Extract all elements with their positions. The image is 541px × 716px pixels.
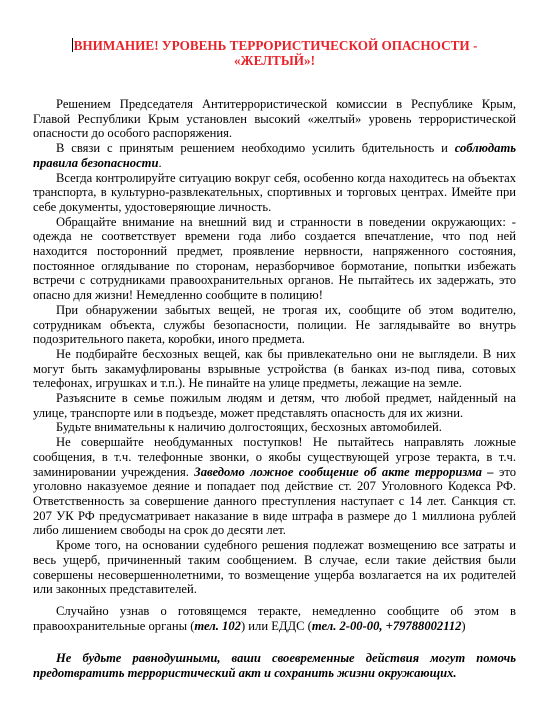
title-line-2: «ЖЕЛТЫЙ»! xyxy=(233,53,316,68)
paragraph-forgotten-items: При обнаружении забытых вещей, не трогая их, сообщите об этом водителю, сотрудникам объекта, службы безопасности, полиции. Не заглядывайте во внутрь подозрительного пакета, коробки, иного предмета. xyxy=(33,302,516,347)
paragraph-control-situation: Всегда контролируйте ситуацию вокруг себя, особенно когда находитесь на объектах транспорта, в культурно-развлекательных, спортивных и торговых центрах. Имейте при себе документы, удостоверяющие личность. xyxy=(33,170,516,214)
paragraph-vigilance: В связи с принятым решением необходимо усилить бдительность и соблюдать правила безопасности. xyxy=(33,141,516,170)
phone-police: тел. 102 xyxy=(194,618,241,633)
paragraph-final-appeal: Не будьте равнодушными, ваши своевременные действия могут помочь предотвратить террористический акт и сохранить жизни окружающих. xyxy=(33,651,516,681)
phone-edds: тел. 2-00-00, +79788002112 xyxy=(311,618,462,633)
emphasis-safety-rules: соблюдать правила безопасности xyxy=(33,141,516,170)
paragraph-explain-family: Разъясните в семье пожилым людям и детям, что любой предмет, найденный на улице, транспорте или в подъезде, может представлять опасность для их жизни. xyxy=(33,391,516,420)
text-cursor xyxy=(72,38,73,52)
paragraph-suspicious-behavior: Обращайте внимание на внешний вид и странности в поведении окружающих: - одежда не соответствует времени года либо создается впечатление, что под ней находится посторонний предмет, проявление нервности, напряженного состояния, постоянное оглядывание по сторонам, неразборчивое бормотание, попытки избежать встречи с сотрудниками правоохранительных органов. Не пытайтесь их задержать, это опасно для жизни! Немедленно сообщите в полицию! xyxy=(33,214,516,303)
page-title xyxy=(33,38,516,68)
paragraph-ownerless-items: Не подбирайте бесхозных вещей, как бы привлекательно они не выглядели. В них могут быть закамуфлированы взрывные устройства (в банках из-под пива, сотовых телефонах, игрушках и т.п.). Не пинайте на улице предметы, лежащие на земле. xyxy=(33,346,516,391)
paragraph-ownerless-cars: Будьте внимательны к наличию долгостоящих, бесхозных автомобилей. xyxy=(56,420,442,435)
paragraph-damages: Кроме того, на основании судебного решения подлежат возмещению все затраты и весь ущерб, причиненный таким сообщением. В случае, если такие действия были совершены несовершеннолетними, то возмещение ущерба возлагается на их родителей или законных представителей. xyxy=(33,538,516,597)
paragraph-false-reports: Не совершайте необдуманных поступков! Не пытайтесь направлять ложные сообщения, в т.ч. телефонные звонки, о якобы существующей угрозе теракта, в т.ч. заминировании учреждения. Заведомо ложное сообщение об акте терроризма – это уголовно наказуемое деяние и попадает под действие ст. 207 Уголовного Кодекса РФ. Ответственность за совершение данного преступления наступает с 14 лет. Санкция ст. 207 УК РФ предусматривает наказание в виде штрафа в размере до 1 миллиона рублей либо лишением свободы на срок до десяти лет. xyxy=(33,435,516,538)
emphasis-false-report: Заведомо ложное сообщение об акте терроризма – xyxy=(194,464,494,479)
paragraph-report-contacts: Случайно узнав о готовящемся теракте, немедленно сообщите об этом в правоохранительные органы (тел. 102) или ЕДДС (тел. 2-00-00, +79788002112) xyxy=(33,603,516,633)
title-line-1: ВНИМАНИЕ! УРОВЕНЬ ТЕРРОРИСТИЧЕСКОЙ ОПАСНОСТИ - xyxy=(73,38,478,53)
paragraph-decision: Решением Председателя Антитеррористической комиссии в Республике Крым, Главой Республики Крым установлен высокий «желтый» уровень террористической опасности до особого распоряжения. xyxy=(33,97,516,141)
